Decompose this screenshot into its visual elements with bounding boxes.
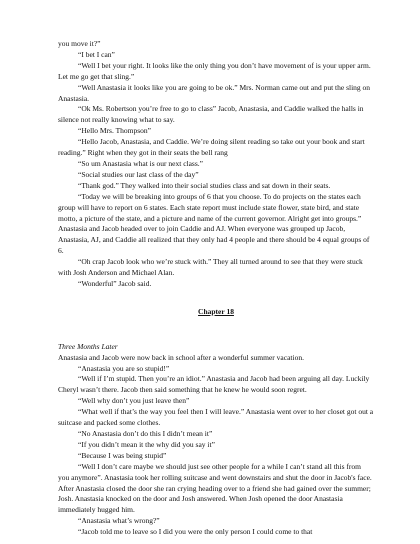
chapter-subtitle: Three Months Later [58, 341, 118, 351]
paragraph: “Anastasia what’s wrong?” [78, 516, 160, 526]
paragraph: Anastasia and Jacob were now back in school after a wonderful summer vacation. [58, 352, 304, 362]
paragraph: “Well Anastasia it looks like you are going to be ok.” Mrs. Norman came out and put the sling on Anastasia. [58, 82, 371, 103]
paragraph: “Well if I’m stupid. Then you’re an idiot.” Anastasia and Jacob had been arguing all day. Luckily Cheryl wasn’t there. Jacob then said something that he knew he would soon regret. [58, 374, 370, 395]
paragraph: “Well why don’t you just leave then” [78, 396, 190, 406]
paragraph: “Oh crap Jacob look who we’re stuck with.” They all turned around to see that they were stuck with Josh Anderson and Michael Alan. [58, 257, 363, 278]
paragraph: “Ok Ms. Robertson you’re free to go to class” Jacob, Anastasia, and Caddie walked the halls in silence not really knowing what to say. [58, 104, 364, 125]
paragraph: “So um Anastasia what is our next class.” [78, 158, 203, 168]
paragraph: “Well I bet your right. It looks like the only thing you don’t have movement of is your upper arm. Let me go get that sling.” [58, 60, 371, 81]
text-block-chapter-body [58, 353, 374, 538]
paragraph: “Anastasia you are so stupid!” [78, 363, 170, 373]
paragraph: “Social studies our last class of the day” [78, 169, 199, 179]
paragraph: “No Anastasia don’t do this I didn’t mean it” [78, 429, 213, 438]
paragraph: “What well if that’s the way you feel then I will leave.” Anastasia went over to her closet got out a suitcase and packed some clothes. [58, 407, 374, 428]
paragraph: you move it?” [58, 39, 101, 48]
paragraph: “Thank god.” They walked into their social studies class and sat down in their seats. [78, 180, 331, 190]
paragraph: “Well I don’t care maybe we should just see other people for a while I can’t stand all this from you anymore”. Anastasia took her rolling suitcase and went downstairs and shut the door in Jacob's face. After Anastasia closed the door she ran crying heading over to a friend she had gained over the summer; Josh. Anastasia knocked on the door and Josh answered. When Josh opened the door Anastasia immediately hugged him. [58, 461, 372, 515]
chapter-heading: Chapter 18 [198, 306, 234, 316]
paragraph: “Hello Jacob, Anastasia, and Caddie. We’re doing silent reading so take out your book and start reading.” Right when they got in their seats the bell rang [58, 137, 365, 158]
paragraph: “Jacob told me to leave so I did you were the only person I could come to that [78, 527, 313, 537]
paragraph: “Wonderful” Jacob said. [78, 278, 152, 288]
paragraph: “Because I was being stupid” [78, 450, 167, 460]
paragraph: “I bet I can” [78, 49, 115, 59]
paragraph: “Hello Mrs. Thompson” [78, 126, 151, 136]
paragraph: “Today we will be breaking into groups of 6 that you choose. To do projects on the states each group will have to report on 6 states. Each state report must include state flower, state bird, and state motto, a picture of the state, and a picture and name of the current governor. Alright get into groups.” Anastasia and Jacob headed over to join Caddie and AJ. When everyone was grouped up Jacob, Anastasia, AJ, and Caddie all realized that they only had 4 people and there should be 4 equal groups of 6. [58, 191, 370, 256]
paragraph: “If you didn’t mean it the why did you say it” [78, 439, 215, 449]
text-block-before-chapter [58, 39, 374, 290]
